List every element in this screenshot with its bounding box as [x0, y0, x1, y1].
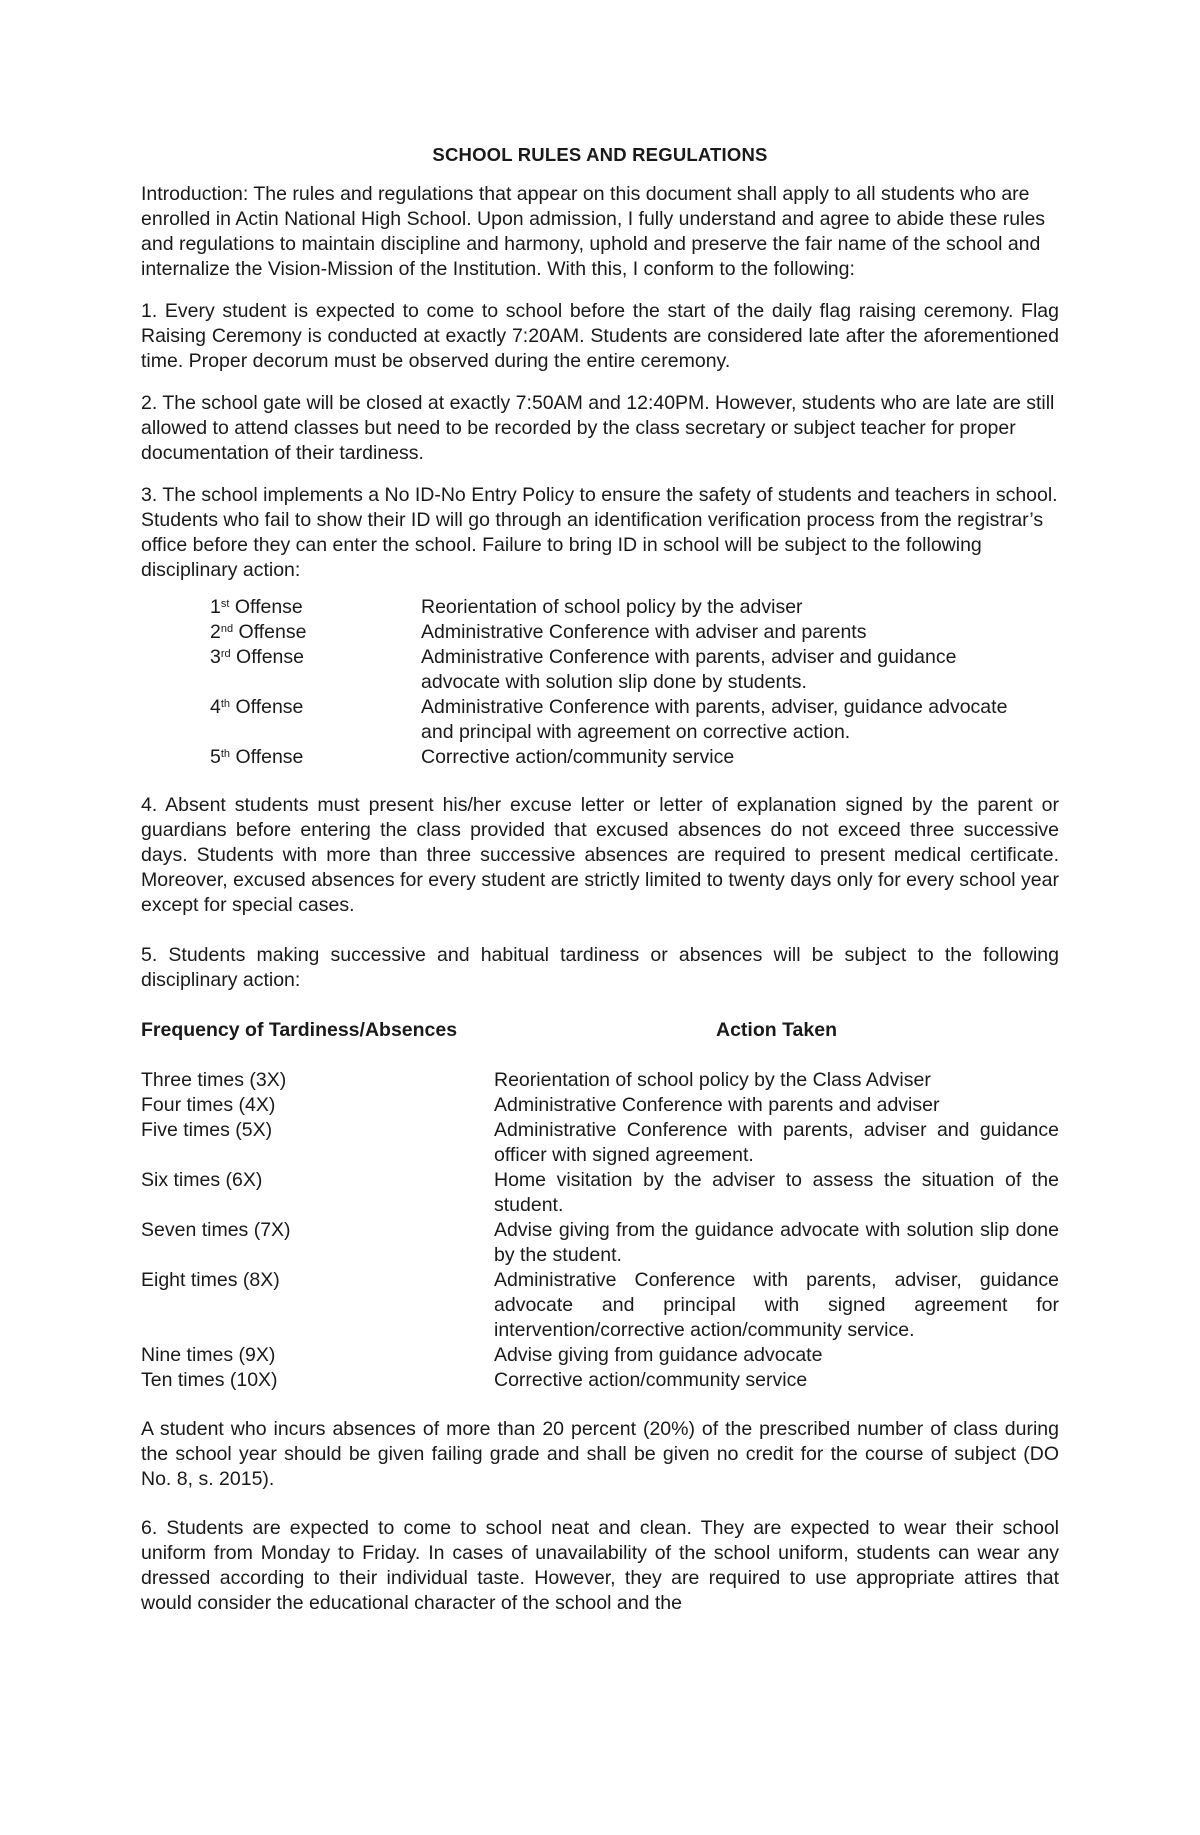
action-cell: Administrative Conference with parents, adviser and guidance officer with signed agreement.	[494, 1119, 1059, 1166]
offense-action: Administrative Conference with parents, adviser and guidance advocate with solution slip done by students.	[421, 646, 957, 693]
action-cell: Corrective action/community service	[494, 1369, 808, 1391]
table-row	[141, 1268, 1059, 1343]
frequency-cell: Five times (5X)	[141, 1119, 273, 1141]
offense-label: 4th Offense	[210, 696, 304, 718]
frequency-cell: Eight times (8X)	[141, 1269, 280, 1291]
frequency-table	[141, 1068, 1059, 1393]
frequency-cell: Three times (3X)	[141, 1069, 287, 1091]
rule-1-paragraph: 1. Every student is expected to come to school before the start of the daily flag raising ceremony. Flag Raising Ceremony is conducted at exactly 7:20AM. Students are considered late after the aforementioned time. Proper decorum must be observed during the entire ceremony.	[141, 300, 1059, 372]
action-cell: Administrative Conference with parents, adviser, guidance advocate and principal with signed agreement for intervention/corrective action/community service.	[494, 1269, 1059, 1341]
action-cell: Advise giving from guidance advocate	[494, 1344, 823, 1366]
offense-action: Reorientation of school policy by the adviser	[421, 596, 803, 618]
table-row	[141, 1068, 1059, 1093]
table-row	[141, 1093, 1059, 1118]
offense-label: 1st Offense	[210, 596, 303, 618]
offense-label: 2nd Offense	[210, 621, 307, 643]
offense-action: Corrective action/community service	[421, 746, 735, 768]
table-row	[141, 1118, 1059, 1168]
offense-row	[210, 695, 1031, 745]
frequency-cell: Six times (6X)	[141, 1169, 263, 1191]
table-row	[141, 1218, 1059, 1268]
intro-paragraph: Introduction: The rules and regulations that appear on this document shall apply to all students who are enrolled in Actin National High School. Upon admission, I fully understand and agree to abide these rules and regulations to maintain discipline and harmony, uphold and preserve the fair name of the school and internalize the Vision-Mission of the Institution. With this, I conform to the following:	[141, 183, 1046, 280]
table-row	[141, 1368, 1059, 1393]
action-cell: Home visitation by the adviser to assess the situation of the student.	[494, 1169, 1059, 1216]
table-row	[141, 1168, 1059, 1218]
absence-note-paragraph: A student who incurs absences of more than 20 percent (20%) of the prescribed number of class during the school year should be given failing grade and shall be given no credit for the course of subject (DO No. 8, s. 2015).	[141, 1418, 1059, 1490]
frequency-column-header: Frequency of Tardiness/Absences	[141, 1019, 458, 1041]
table-row	[141, 1343, 1059, 1368]
rule-6-paragraph: 6. Students are expected to come to school neat and clean. They are expected to wear their school uniform from Monday to Friday. In cases of unavailability of the school uniform, students can wear any dressed according to their individual taste. However, they are required to use appropriate attires that would consider the educational character of the school and the	[141, 1517, 1059, 1614]
frequency-cell: Nine times (9X)	[141, 1344, 276, 1366]
offense-row	[210, 595, 1031, 620]
rule-5-paragraph: 5. Students making successive and habitual tardiness or absences will be subject to the following disciplinary action:	[141, 944, 1059, 991]
offense-table	[210, 595, 1031, 770]
action-column-header: Action Taken	[716, 1019, 837, 1041]
offense-row	[210, 745, 1031, 770]
frequency-cell: Seven times (7X)	[141, 1219, 291, 1241]
action-cell: Advise giving from the guidance advocate with solution slip done by the student.	[494, 1219, 1059, 1266]
offense-action: Administrative Conference with parents, adviser, guidance advocate and principal with agreement on corrective action.	[421, 696, 1008, 743]
offense-label: 3rd Offense	[210, 646, 304, 668]
action-cell: Administrative Conference with parents and adviser	[494, 1094, 940, 1116]
rule-2-paragraph: 2. The school gate will be closed at exactly 7:50AM and 12:40PM. However, students who are late are still allowed to attend classes but need to be recorded by the class secretary or subject teacher for proper documentation of their tardiness.	[141, 392, 1055, 464]
frequency-cell: Ten times (10X)	[141, 1369, 278, 1391]
offense-row	[210, 645, 1031, 695]
document-body	[141, 142, 1059, 1633]
offense-row	[210, 620, 1031, 645]
rule-4-paragraph: 4. Absent students must present his/her excuse letter or letter of explanation signed by the parent or guardians before entering the class provided that excused absences do not exceed three successive days. Students with more than three successive absences are required to present medical certificate. Moreover, excused absences for every student are strictly limited to twenty days only for every school year except for special cases.	[141, 794, 1059, 916]
action-cell: Reorientation of school policy by the Class Adviser	[494, 1069, 931, 1091]
offense-label: 5th Offense	[210, 746, 304, 768]
frequency-table-header	[141, 1018, 1059, 1043]
frequency-cell: Four times (4X)	[141, 1094, 276, 1116]
offense-action: Administrative Conference with adviser and parents	[421, 621, 867, 643]
rule-3-paragraph: 3. The school implements a No ID-No Entry Policy to ensure the safety of students and teachers in school. Students who fail to show their ID will go through an identification verification process from the registrar’s office before they can enter the school. Failure to bring ID in school will be subject to the following disciplinary action:	[141, 484, 1058, 581]
document-title: SCHOOL RULES AND REGULATIONS	[432, 144, 768, 165]
